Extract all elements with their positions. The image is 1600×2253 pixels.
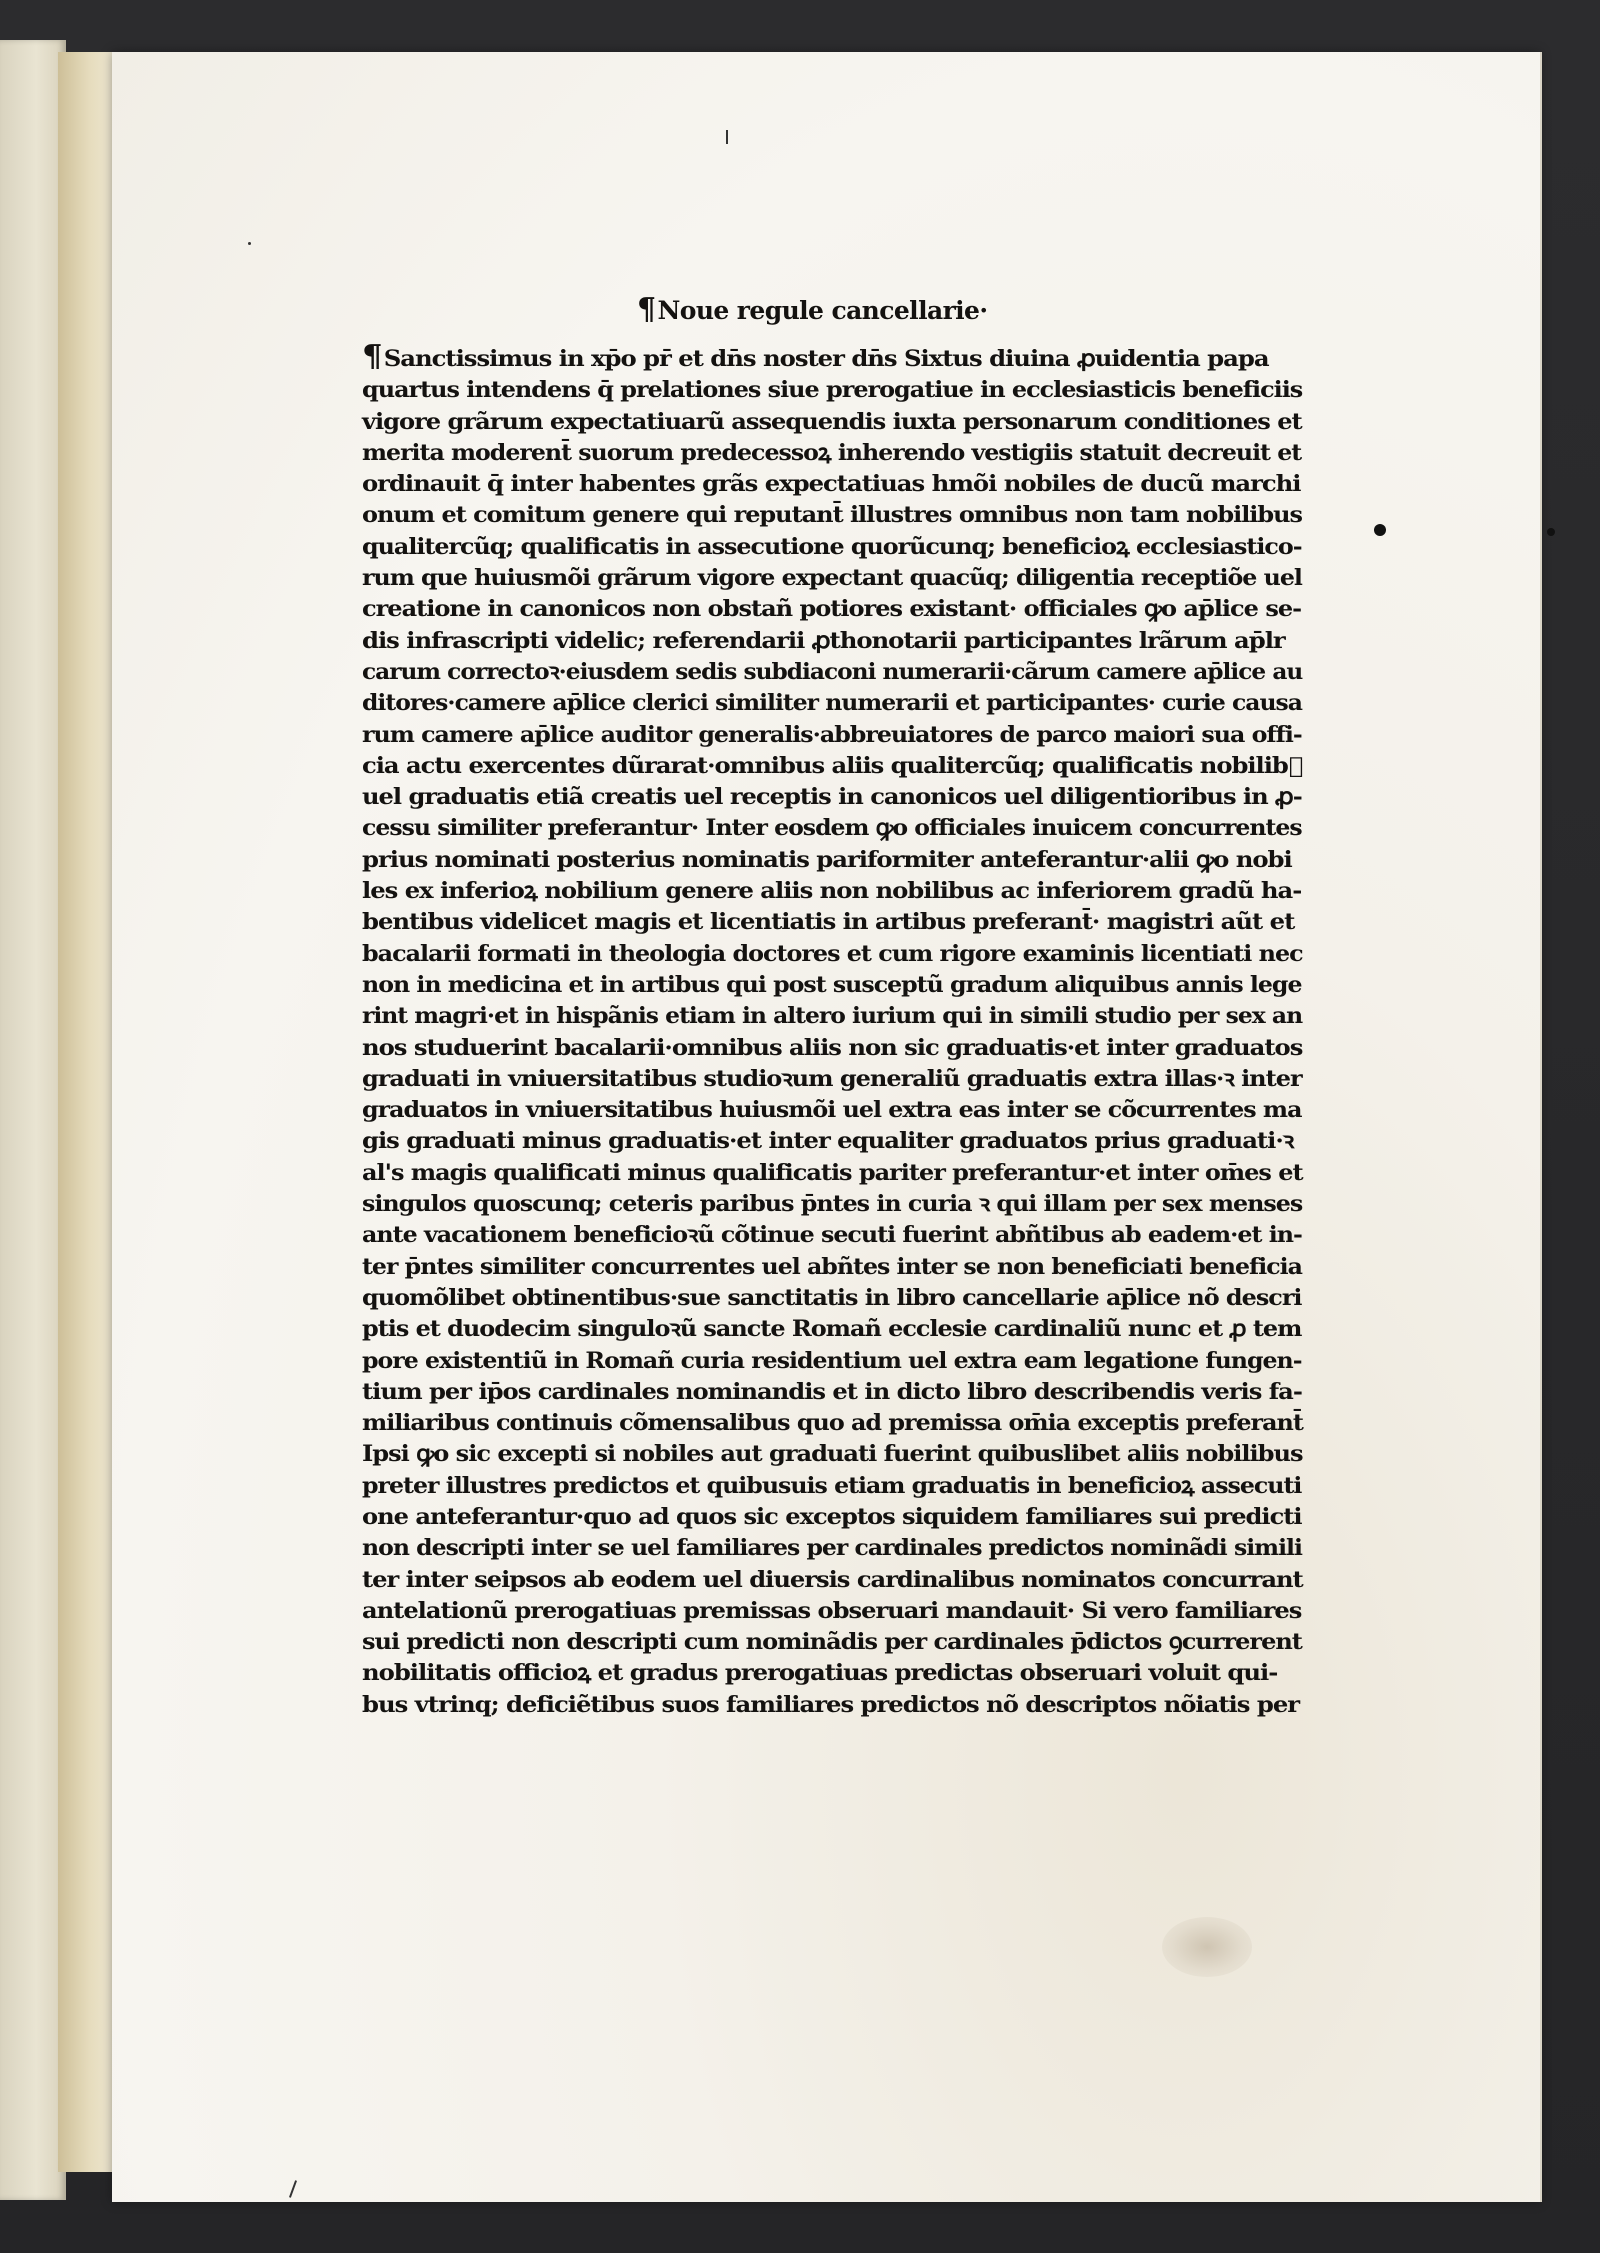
text-line: uel graduatis etiã creatis uel receptis in canonicos uel diligentioribus in ꝓ-	[362, 784, 1302, 811]
text-line: ante vacationem beneficioꝛũ cõtinue secuti fuerint abñtibus ab eadem·et in-	[362, 1222, 1302, 1249]
ink-speck	[289, 2180, 297, 2198]
page-heading	[637, 292, 1302, 327]
text-line: les ex inferioꝝ nobilium genere aliis non nobilibus ac inferiorem gradũ ha-	[362, 878, 1302, 905]
text-line: non descripti inter se uel familiares per cardinales predictos nominãdi simili	[362, 1535, 1302, 1562]
text-line: quartus intendens q̄ prelationes siue prerogatiue in ecclesiasticis beneficiis	[362, 377, 1303, 404]
ink-speck	[726, 130, 728, 144]
text-line: bentibus videlicet magis et licentiatis in artibus preferant̄· magistri aũt et	[362, 909, 1295, 936]
heading-text: Noue regule cancellarie·	[657, 296, 988, 325]
text-line: ptis et duodecim singuloꝛũ sancte Romañ ecclesie cardinaliũ nunc et ꝓ tem	[362, 1316, 1302, 1343]
text-line: prius nominati posterius nominatis pariformiter anteferantur·alii ꝙo nobi	[362, 846, 1292, 873]
text-line: cessu similiter preferantur· Inter eosdem ꝙo officiales inuicem concurrentes	[362, 815, 1302, 842]
text-line: graduatos in vniuersitatibus huiusmõi uel extra eas inter se cõcurrentes ma	[362, 1097, 1302, 1124]
text-line: preter illustres predictos et quibusuis etiam graduatis in beneficioꝝ assecuti	[362, 1472, 1302, 1499]
book-page	[112, 52, 1540, 2202]
text-line: graduati in vniuersitatibus studioꝛum generaliũ graduatis extra illas·ꝛ inter	[362, 1065, 1302, 1092]
text-line: singulos quoscunq; ceteris paribus p̄ntes in curia ꝛ qui illam per sex menses	[362, 1191, 1303, 1218]
text-line: pore existentiũ in Romañ curia residentium uel extra eam legatione fungen-	[362, 1347, 1302, 1374]
text-line: nos studuerint bacalarii·omnibus aliis non sic graduatis·et inter graduatos	[362, 1034, 1303, 1061]
text-line: ter p̄ntes similiter concurrentes uel abñtes inter se non beneficiati beneficia	[362, 1253, 1302, 1280]
text-line: miliaribus continuis cõmensalibus quo ad premissa om̄ia exceptis preferant̄	[362, 1410, 1303, 1437]
text-line: ditores·camere ap̄lice clerici similiter numerarii et participantes· curie causa	[362, 690, 1302, 717]
paragraph-mark-icon: ¶	[637, 292, 656, 327]
text-line: sui predicti non descripti cum nominãdis per cardinales p̄dictos ꝯcurrerent	[362, 1629, 1302, 1656]
text-line: rum camere ap̄lice auditor generalis·abbreuiatores de parco maiori sua offi-	[362, 721, 1302, 748]
text-line: ter inter seipsos ab eodem uel diuersis cardinalibus nominatos concurrant	[362, 1566, 1303, 1593]
text-block	[362, 292, 1302, 1721]
text-line: Ipsi ꝙo sic excepti si nobiles aut graduati fuerint quibuslibet aliis nobilibus	[362, 1441, 1303, 1468]
text-line: one anteferantur·quo ad quos sic exceptos siquidem familiares sui predicti	[362, 1503, 1302, 1530]
text-line: antelationũ prerogatiuas premissas obseruari mandauit· Si vero familiares	[362, 1597, 1302, 1624]
text-line: creatione in canonicos non obstañ potiores existant· officiales ꝙo ap̄lice se-	[362, 596, 1302, 623]
text-line: merita moderent̄ suorum predecessoꝝ inherendo vestigiis statuit decreuit et	[362, 439, 1302, 466]
text-line: gis graduati minus graduatis·et inter equaliter graduatos prius graduati·ꝛ	[362, 1128, 1294, 1155]
text-line: dis infrascripti videlic; referendarii ꝓthonotarii participantes lrãrum ap̄lr	[362, 627, 1285, 654]
text-line: bacalarii formati in theologia doctores et cum rigore examinis licentiati nec	[362, 940, 1303, 967]
ink-speck	[248, 242, 251, 245]
text-line: rint magri·et in hispãnis etiam in altero iurium qui in simili studio per sex an	[362, 1003, 1303, 1030]
text-line	[362, 341, 1268, 375]
text-line: onum et comitum genere qui reputant̄ illustres omnibus non tam nobilibus	[362, 502, 1303, 529]
text-line: cia actu exercentes dũrarat·omnibus aliis qualitercũq; qualificatis nobilib᷒	[362, 752, 1303, 779]
body-text	[362, 341, 1302, 1721]
text-line-content: Sanctissimus in xp̄o pr̄ et dn̄s noster dn̄s Sixtus diuina ꝓuidentia papa	[383, 346, 1269, 372]
text-line: qualitercũq; qualificatis in assecutione quorũcunq; beneficioꝝ ecclesiastico-	[362, 533, 1302, 560]
text-line: non in medicina et in artibus qui post susceptũ gradum aliquibus annis lege	[362, 971, 1302, 998]
text-line: ordinauit q̄ inter habentes grãs expectatiuas hmõi nobiles de ducũ marchi	[362, 471, 1301, 498]
text-line: nobilitatis officioꝝ et gradus prerogatiuas predictas obseruari voluit qui-	[362, 1660, 1278, 1687]
text-line: rum que huiusmõi grãrum vigore expectant quacũq; diligentia receptiõe uel	[362, 565, 1302, 592]
text-line: tium per ip̄os cardinales nominandis et in dicto libro describendis veris fa-	[362, 1378, 1302, 1405]
text-line: al's magis qualificati minus qualificatis pariter preferantur·et inter om̄es et	[362, 1159, 1303, 1186]
adjacent-page-edge	[0, 40, 66, 2200]
text-line: carum correctoꝛ·eiusdem sedis subdiaconi numerarii·cãrum camere ap̄lice au	[362, 658, 1303, 685]
text-line: vigore grãrum expectatiuarũ assequendis iuxta personarum conditiones et	[362, 408, 1302, 435]
foxing-stain	[1162, 1917, 1252, 1977]
ink-dot	[1374, 524, 1386, 536]
text-line: bus vtrinq; deficiẽtibus suos familiares predictos nõ descriptos nõiatis per	[362, 1691, 1300, 1718]
text-line: quomõlibet obtinentibus·sue sanctitatis in libro cancellarie ap̄lice nõ descri	[362, 1284, 1302, 1311]
ink-dot	[1547, 528, 1555, 536]
paragraph-mark-icon: ¶	[362, 339, 382, 374]
